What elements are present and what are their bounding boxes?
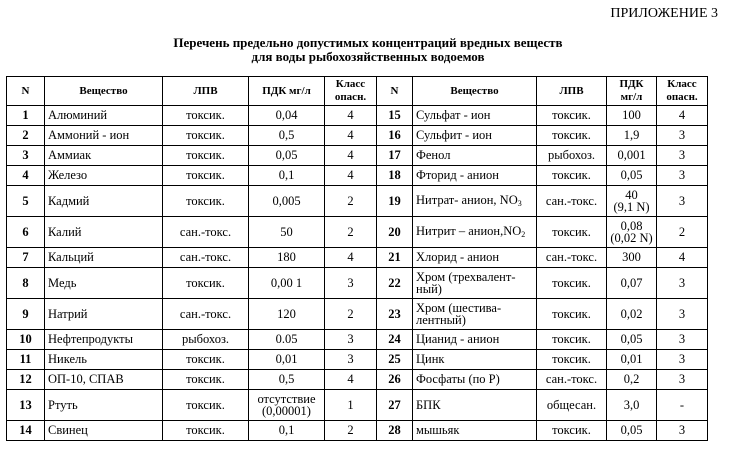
pdk-value: 40 (9,1 N) [607, 186, 657, 217]
pdk-value: отсутствие (0,00001) [249, 390, 325, 421]
hazard-class: 4 [657, 106, 708, 126]
row-number: 13 [7, 390, 45, 421]
lpv-value: токсик. [163, 146, 249, 166]
substance-name: Хром (шестива- лентный) [413, 299, 537, 330]
lpv-value: сан.-токс. [537, 370, 607, 390]
table-row [7, 370, 708, 390]
row-number: 8 [7, 268, 45, 299]
hazard-class: 2 [325, 299, 377, 330]
substance-name: Фторид - анион [413, 166, 537, 186]
hazard-class: 4 [325, 146, 377, 166]
table-row [7, 146, 708, 166]
substance-name: Аммоний - ион [45, 126, 163, 146]
table-row [7, 186, 708, 217]
row-number: 12 [7, 370, 45, 390]
hazard-class: 3 [325, 330, 377, 350]
header-substance: Вещество [413, 77, 537, 106]
row-number: 6 [7, 217, 45, 248]
table-row [7, 330, 708, 350]
row-number: 11 [7, 350, 45, 370]
row-number: 1 [7, 106, 45, 126]
hazard-class: 3 [657, 370, 708, 390]
pdk-value: 0,05 [249, 146, 325, 166]
hazard-class: 3 [657, 421, 708, 441]
lpv-value: токсик. [537, 126, 607, 146]
lpv-value: токсик. [537, 330, 607, 350]
lpv-value: рыбохоз. [537, 146, 607, 166]
substance-name: Ртуть [45, 390, 163, 421]
pdk-value: 180 [249, 248, 325, 268]
lpv-value: токсик. [163, 126, 249, 146]
row-number: 23 [377, 299, 413, 330]
row-number: 2 [7, 126, 45, 146]
pdk-value: 0,2 [607, 370, 657, 390]
lpv-value: токсик. [537, 421, 607, 441]
lpv-value: токсик. [537, 268, 607, 299]
substance-name: Цинк [413, 350, 537, 370]
table-row [7, 166, 708, 186]
header-pdk: ПДК мг/л [249, 77, 325, 106]
pdk-value: 0,05 [607, 330, 657, 350]
header-n: N [7, 77, 45, 106]
row-number: 22 [377, 268, 413, 299]
pdk-value: 0.05 [249, 330, 325, 350]
table-row [7, 106, 708, 126]
row-number: 15 [377, 106, 413, 126]
header-class: Класс опасн. [325, 77, 377, 106]
hazard-class: 3 [657, 350, 708, 370]
lpv-value: сан.-токс. [163, 299, 249, 330]
pdk-value: 0,1 [249, 421, 325, 441]
substance-name: Нитрат- анион, $NO_3$ [413, 186, 537, 217]
row-number: 9 [7, 299, 45, 330]
substance-name: Хром (трехвалент- ный) [413, 268, 537, 299]
hazard-class: 4 [325, 166, 377, 186]
substance-name: Хлорид - анион [413, 248, 537, 268]
substance-name: БПК [413, 390, 537, 421]
pdk-value: 300 [607, 248, 657, 268]
hazard-class: 3 [657, 166, 708, 186]
hazard-class: 2 [325, 421, 377, 441]
hazard-class: 4 [325, 248, 377, 268]
hazard-class: 3 [325, 268, 377, 299]
hazard-class: 3 [657, 186, 708, 217]
substance-name: Калий [45, 217, 163, 248]
table-row [7, 350, 708, 370]
lpv-value: сан.-токс. [537, 248, 607, 268]
substance-name: ОП-10, СПАВ [45, 370, 163, 390]
table-row [7, 248, 708, 268]
pdk-value: 0,02 [607, 299, 657, 330]
hazard-class: 3 [657, 268, 708, 299]
lpv-value: токсик. [163, 166, 249, 186]
substance-name: Натрий [45, 299, 163, 330]
table-row [7, 421, 708, 441]
lpv-value: токсик. [163, 421, 249, 441]
hazard-class: 3 [325, 350, 377, 370]
lpv-value: сан.-токс. [163, 217, 249, 248]
substance-name: мышьяк [413, 421, 537, 441]
table-row [7, 217, 708, 248]
lpv-value: рыбохоз. [163, 330, 249, 350]
substance-name: Цианид - анион [413, 330, 537, 350]
row-number: 4 [7, 166, 45, 186]
row-number: 24 [377, 330, 413, 350]
pdk-value: 3,0 [607, 390, 657, 421]
substance-name: Фосфаты (по Р) [413, 370, 537, 390]
row-number: 18 [377, 166, 413, 186]
header-substance: Вещество [45, 77, 163, 106]
substance-name: Алюминий [45, 106, 163, 126]
title-line-2: для воды рыбохозяйственных водоемов [251, 49, 485, 64]
pdk-value: 120 [249, 299, 325, 330]
lpv-value: токсик. [537, 106, 607, 126]
substance-name: Никель [45, 350, 163, 370]
table-row [7, 390, 708, 421]
substance-name: Нитрит – $анион,NO_2$ [413, 217, 537, 248]
pdk-value: 100 [607, 106, 657, 126]
row-number: 19 [377, 186, 413, 217]
pdk-value: 0,005 [249, 186, 325, 217]
pdk-value: 0,5 [249, 126, 325, 146]
pdk-value: 0,01 [607, 350, 657, 370]
lpv-value: токсик. [163, 268, 249, 299]
substance-name: Кальций [45, 248, 163, 268]
pdk-value: 0,1 [249, 166, 325, 186]
lpv-value: токсик. [163, 390, 249, 421]
lpv-value: токсик. [163, 186, 249, 217]
pdk-value: 0,05 [607, 421, 657, 441]
table-row [7, 299, 708, 330]
pdk-value: 0,07 [607, 268, 657, 299]
lpv-value: токсик. [537, 299, 607, 330]
substance-name: Кадмий [45, 186, 163, 217]
hazard-class: 4 [657, 248, 708, 268]
hazard-class: 3 [657, 146, 708, 166]
header-lpv: ЛПВ [537, 77, 607, 106]
title-line-1: Перечень предельно допустимых концентраций вредных веществ [173, 35, 563, 50]
lpv-value: общесан. [537, 390, 607, 421]
substance-name: Аммиак [45, 146, 163, 166]
row-number: 16 [377, 126, 413, 146]
hazard-class: 3 [657, 126, 708, 146]
pdk-value: 0,001 [607, 146, 657, 166]
row-number: 28 [377, 421, 413, 441]
lpv-value: токсик. [163, 350, 249, 370]
substance-name: Сульфит - ион [413, 126, 537, 146]
lpv-value: токсик. [163, 370, 249, 390]
lpv-value: токсик. [537, 350, 607, 370]
table-row [7, 268, 708, 299]
row-number: 7 [7, 248, 45, 268]
pdk-value: 0,01 [249, 350, 325, 370]
row-number: 25 [377, 350, 413, 370]
lpv-value: токсик. [537, 166, 607, 186]
row-number: 3 [7, 146, 45, 166]
row-number: 14 [7, 421, 45, 441]
pdk-value: 0,08 (0,02 N) [607, 217, 657, 248]
row-number: 26 [377, 370, 413, 390]
appendix-label: ПРИЛОЖЕНИЕ 3 [610, 6, 718, 21]
lpv-value: токсик. [163, 106, 249, 126]
hazard-class: 2 [325, 186, 377, 217]
header-pdk: ПДК мг/л [607, 77, 657, 106]
row-number: 10 [7, 330, 45, 350]
hazard-class: 4 [325, 126, 377, 146]
row-number: 17 [377, 146, 413, 166]
substance-name: Железо [45, 166, 163, 186]
table-row [7, 126, 708, 146]
hazard-class: 4 [325, 106, 377, 126]
pdk-table [6, 76, 708, 441]
header-n: N [377, 77, 413, 106]
hazard-class: 3 [657, 299, 708, 330]
row-number: 27 [377, 390, 413, 421]
row-number: 21 [377, 248, 413, 268]
header-row [7, 77, 708, 106]
row-number: 5 [7, 186, 45, 217]
hazard-class: 1 [325, 390, 377, 421]
hazard-class: 2 [657, 217, 708, 248]
substance-name: Нефтепродукты [45, 330, 163, 350]
substance-name: Фенол [413, 146, 537, 166]
lpv-value: токсик. [537, 217, 607, 248]
substance-name: Медь [45, 268, 163, 299]
hazard-class: 2 [325, 217, 377, 248]
row-number: 20 [377, 217, 413, 248]
hazard-class: - [657, 390, 708, 421]
substance-name: Свинец [45, 421, 163, 441]
substance-name: Сульфат - ион [413, 106, 537, 126]
lpv-value: сан.-токс. [163, 248, 249, 268]
header-class: Класс опасн. [657, 77, 708, 106]
pdk-value: 1,9 [607, 126, 657, 146]
page-title [0, 36, 736, 64]
lpv-value: сан.-токс. [537, 186, 607, 217]
pdk-value: 0,04 [249, 106, 325, 126]
pdk-value: 50 [249, 217, 325, 248]
pdk-value: 0,00 1 [249, 268, 325, 299]
hazard-class: 4 [325, 370, 377, 390]
pdk-value: 0,05 [607, 166, 657, 186]
hazard-class: 3 [657, 330, 708, 350]
pdk-value: 0,5 [249, 370, 325, 390]
header-lpv: ЛПВ [163, 77, 249, 106]
